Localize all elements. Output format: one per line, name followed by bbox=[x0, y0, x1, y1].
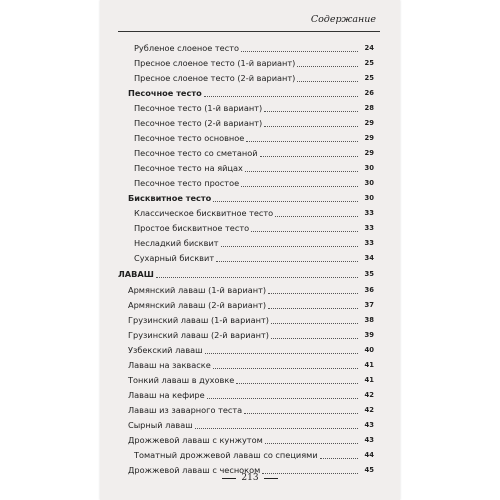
dot-leader bbox=[241, 51, 358, 52]
toc-entry-page: 33 bbox=[364, 239, 374, 247]
dot-leader bbox=[271, 338, 358, 339]
toc-entry-title: Дрожжевой лаваш с кунжутом bbox=[128, 435, 263, 445]
toc-entry-title: Песочное тесто простое bbox=[134, 178, 240, 188]
toc-entry[interactable] bbox=[128, 297, 374, 311]
toc-entry[interactable] bbox=[128, 372, 374, 386]
dot-leader bbox=[297, 81, 358, 82]
toc-entry-title: Рубленое слоеное тесто bbox=[134, 43, 239, 53]
page-footer bbox=[100, 470, 400, 486]
toc-entry-page: 37 bbox=[364, 301, 374, 309]
toc-entry-page: 30 bbox=[364, 194, 374, 202]
toc-entry-page: 43 bbox=[364, 421, 374, 429]
toc-entry[interactable] bbox=[134, 100, 374, 114]
toc-entry[interactable] bbox=[128, 282, 374, 296]
toc-entry-page: 33 bbox=[364, 224, 374, 232]
toc-entry[interactable] bbox=[128, 312, 374, 326]
toc-entry[interactable] bbox=[134, 40, 374, 54]
toc-entry-page: 28 bbox=[364, 104, 374, 112]
toc-entry-page: 41 bbox=[364, 376, 374, 384]
toc-entry[interactable] bbox=[134, 205, 374, 219]
toc-entry-title: Узбекский лаваш bbox=[128, 345, 203, 355]
toc-entry-page: 40 bbox=[364, 346, 374, 354]
footer-dash-right bbox=[264, 478, 278, 479]
toc-section[interactable] bbox=[128, 85, 374, 99]
toc-entry[interactable] bbox=[128, 417, 374, 431]
toc-entry-title: Грузинский лаваш (1-й вариант) bbox=[128, 315, 269, 325]
dot-leader bbox=[297, 66, 358, 67]
toc-entry-title: Лаваш на закваске bbox=[128, 360, 211, 370]
toc-entry[interactable] bbox=[134, 175, 374, 189]
toc-entry[interactable] bbox=[128, 342, 374, 356]
toc-entry[interactable] bbox=[134, 70, 374, 84]
toc-entry-page: 35 bbox=[364, 270, 374, 278]
dot-leader bbox=[268, 293, 358, 294]
toc-entry-page: 42 bbox=[364, 391, 374, 399]
toc-entry[interactable] bbox=[128, 387, 374, 401]
dot-leader bbox=[245, 171, 358, 172]
toc-entry-page: 29 bbox=[364, 149, 374, 157]
toc-entry-page: 38 bbox=[364, 316, 374, 324]
dot-leader bbox=[244, 413, 358, 414]
toc-entry-title: Песочное тесто основное bbox=[134, 133, 245, 143]
dot-leader bbox=[204, 96, 358, 97]
toc-section-title: Бисквитное тесто bbox=[128, 193, 212, 203]
toc-entry-title: Песочное тесто (1-й вариант) bbox=[134, 103, 263, 113]
toc-entry-page: 30 bbox=[364, 164, 374, 172]
toc-entry-page: 44 bbox=[364, 451, 374, 459]
toc-entry-page: 29 bbox=[364, 134, 374, 142]
toc-section-title: Песочное тесто bbox=[128, 88, 202, 98]
toc-entry[interactable] bbox=[134, 447, 374, 461]
dot-leader bbox=[236, 383, 358, 384]
toc-entry[interactable] bbox=[134, 220, 374, 234]
toc-entry[interactable] bbox=[128, 327, 374, 341]
toc-entry-title: Несладкий бисквит bbox=[134, 238, 219, 248]
toc-entry-page: 41 bbox=[364, 361, 374, 369]
dot-leader bbox=[221, 246, 358, 247]
dot-leader bbox=[216, 261, 358, 262]
running-header: Содержание bbox=[310, 14, 376, 25]
toc-entry-page: 24 bbox=[364, 44, 374, 52]
dot-leader bbox=[268, 308, 358, 309]
toc-entry-title: Песочное тесто на яйцах bbox=[134, 163, 243, 173]
dot-leader bbox=[207, 398, 358, 399]
toc-chapter[interactable] bbox=[118, 266, 374, 280]
toc-entry-title: Сухарный бисквит bbox=[134, 253, 215, 263]
toc-entry[interactable] bbox=[128, 402, 374, 416]
dot-leader bbox=[320, 458, 358, 459]
toc-entry[interactable] bbox=[128, 432, 374, 446]
toc-entry[interactable] bbox=[134, 145, 374, 159]
dot-leader bbox=[205, 353, 358, 354]
toc-entry-page: 25 bbox=[364, 74, 374, 82]
toc-entry-title: Дрожжевой лаваш с чесноком bbox=[128, 465, 261, 475]
toc-entry-page: 29 bbox=[364, 119, 374, 127]
toc-entry-title: Пресное слоеное тесто (1-й вариант) bbox=[134, 58, 296, 68]
page-number: 213 bbox=[241, 473, 259, 483]
dot-leader bbox=[264, 126, 358, 127]
footer-dash-left bbox=[222, 478, 236, 479]
toc-entry-page: 26 bbox=[364, 89, 374, 97]
toc-entry-title: Тонкий лаваш в духовке bbox=[128, 375, 235, 385]
toc-entry-title: Армянский лаваш (1-й вариант) bbox=[128, 285, 267, 295]
dot-leader bbox=[156, 277, 358, 278]
dot-leader bbox=[213, 201, 358, 202]
toc-entry[interactable] bbox=[134, 235, 374, 249]
toc-entry-title: Песочное тесто (2-й вариант) bbox=[134, 118, 263, 128]
dot-leader bbox=[271, 323, 358, 324]
toc-entry-title: Песочное тесто со сметаной bbox=[134, 148, 258, 158]
toc-entry-title: Лаваш на кефире bbox=[128, 390, 205, 400]
toc-entry-page: 33 bbox=[364, 209, 374, 217]
toc-chapter-title: ЛАВАШ bbox=[118, 269, 154, 279]
toc-entry-page: 30 bbox=[364, 179, 374, 187]
toc-entry-title: Простое бисквитное тесто bbox=[134, 223, 250, 233]
dot-leader bbox=[264, 111, 358, 112]
toc-entry[interactable] bbox=[134, 55, 374, 69]
toc-entry-title: Грузинский лаваш (2-й вариант) bbox=[128, 330, 269, 340]
toc-entry-page: 42 bbox=[364, 406, 374, 414]
toc-entry-title: Томатный дрожжевой лаваш со специями bbox=[134, 450, 318, 460]
toc-entry[interactable] bbox=[134, 250, 374, 264]
dot-leader bbox=[265, 443, 358, 444]
toc-entry-page: 36 bbox=[364, 286, 374, 294]
toc-entry-page: 45 bbox=[364, 466, 374, 474]
dot-leader bbox=[241, 186, 358, 187]
toc-entry[interactable] bbox=[134, 115, 374, 129]
toc-section[interactable] bbox=[128, 190, 374, 204]
toc-entry-title: Пресное слоеное тесто (2-й вариант) bbox=[134, 73, 296, 83]
toc-entry-page: 43 bbox=[364, 436, 374, 444]
dot-leader bbox=[213, 368, 358, 369]
toc-entry-page: 39 bbox=[364, 331, 374, 339]
dot-leader bbox=[251, 231, 358, 232]
toc-entry-page: 25 bbox=[364, 59, 374, 67]
dot-leader bbox=[275, 216, 358, 217]
dot-leader bbox=[260, 156, 358, 157]
toc-entry-title: Сырный лаваш bbox=[128, 420, 193, 430]
dot-leader bbox=[195, 428, 358, 429]
dot-leader bbox=[246, 141, 358, 142]
toc-entry[interactable] bbox=[134, 130, 374, 144]
toc-entry-title: Классическое бисквитное тесто bbox=[134, 208, 274, 218]
toc-entry-title: Армянский лаваш (2-й вариант) bbox=[128, 300, 267, 310]
toc-entry-page: 34 bbox=[364, 254, 374, 262]
toc-entry-title: Лаваш из заварного теста bbox=[128, 405, 243, 415]
toc-entry[interactable] bbox=[128, 357, 374, 371]
toc-entry[interactable] bbox=[134, 160, 374, 174]
